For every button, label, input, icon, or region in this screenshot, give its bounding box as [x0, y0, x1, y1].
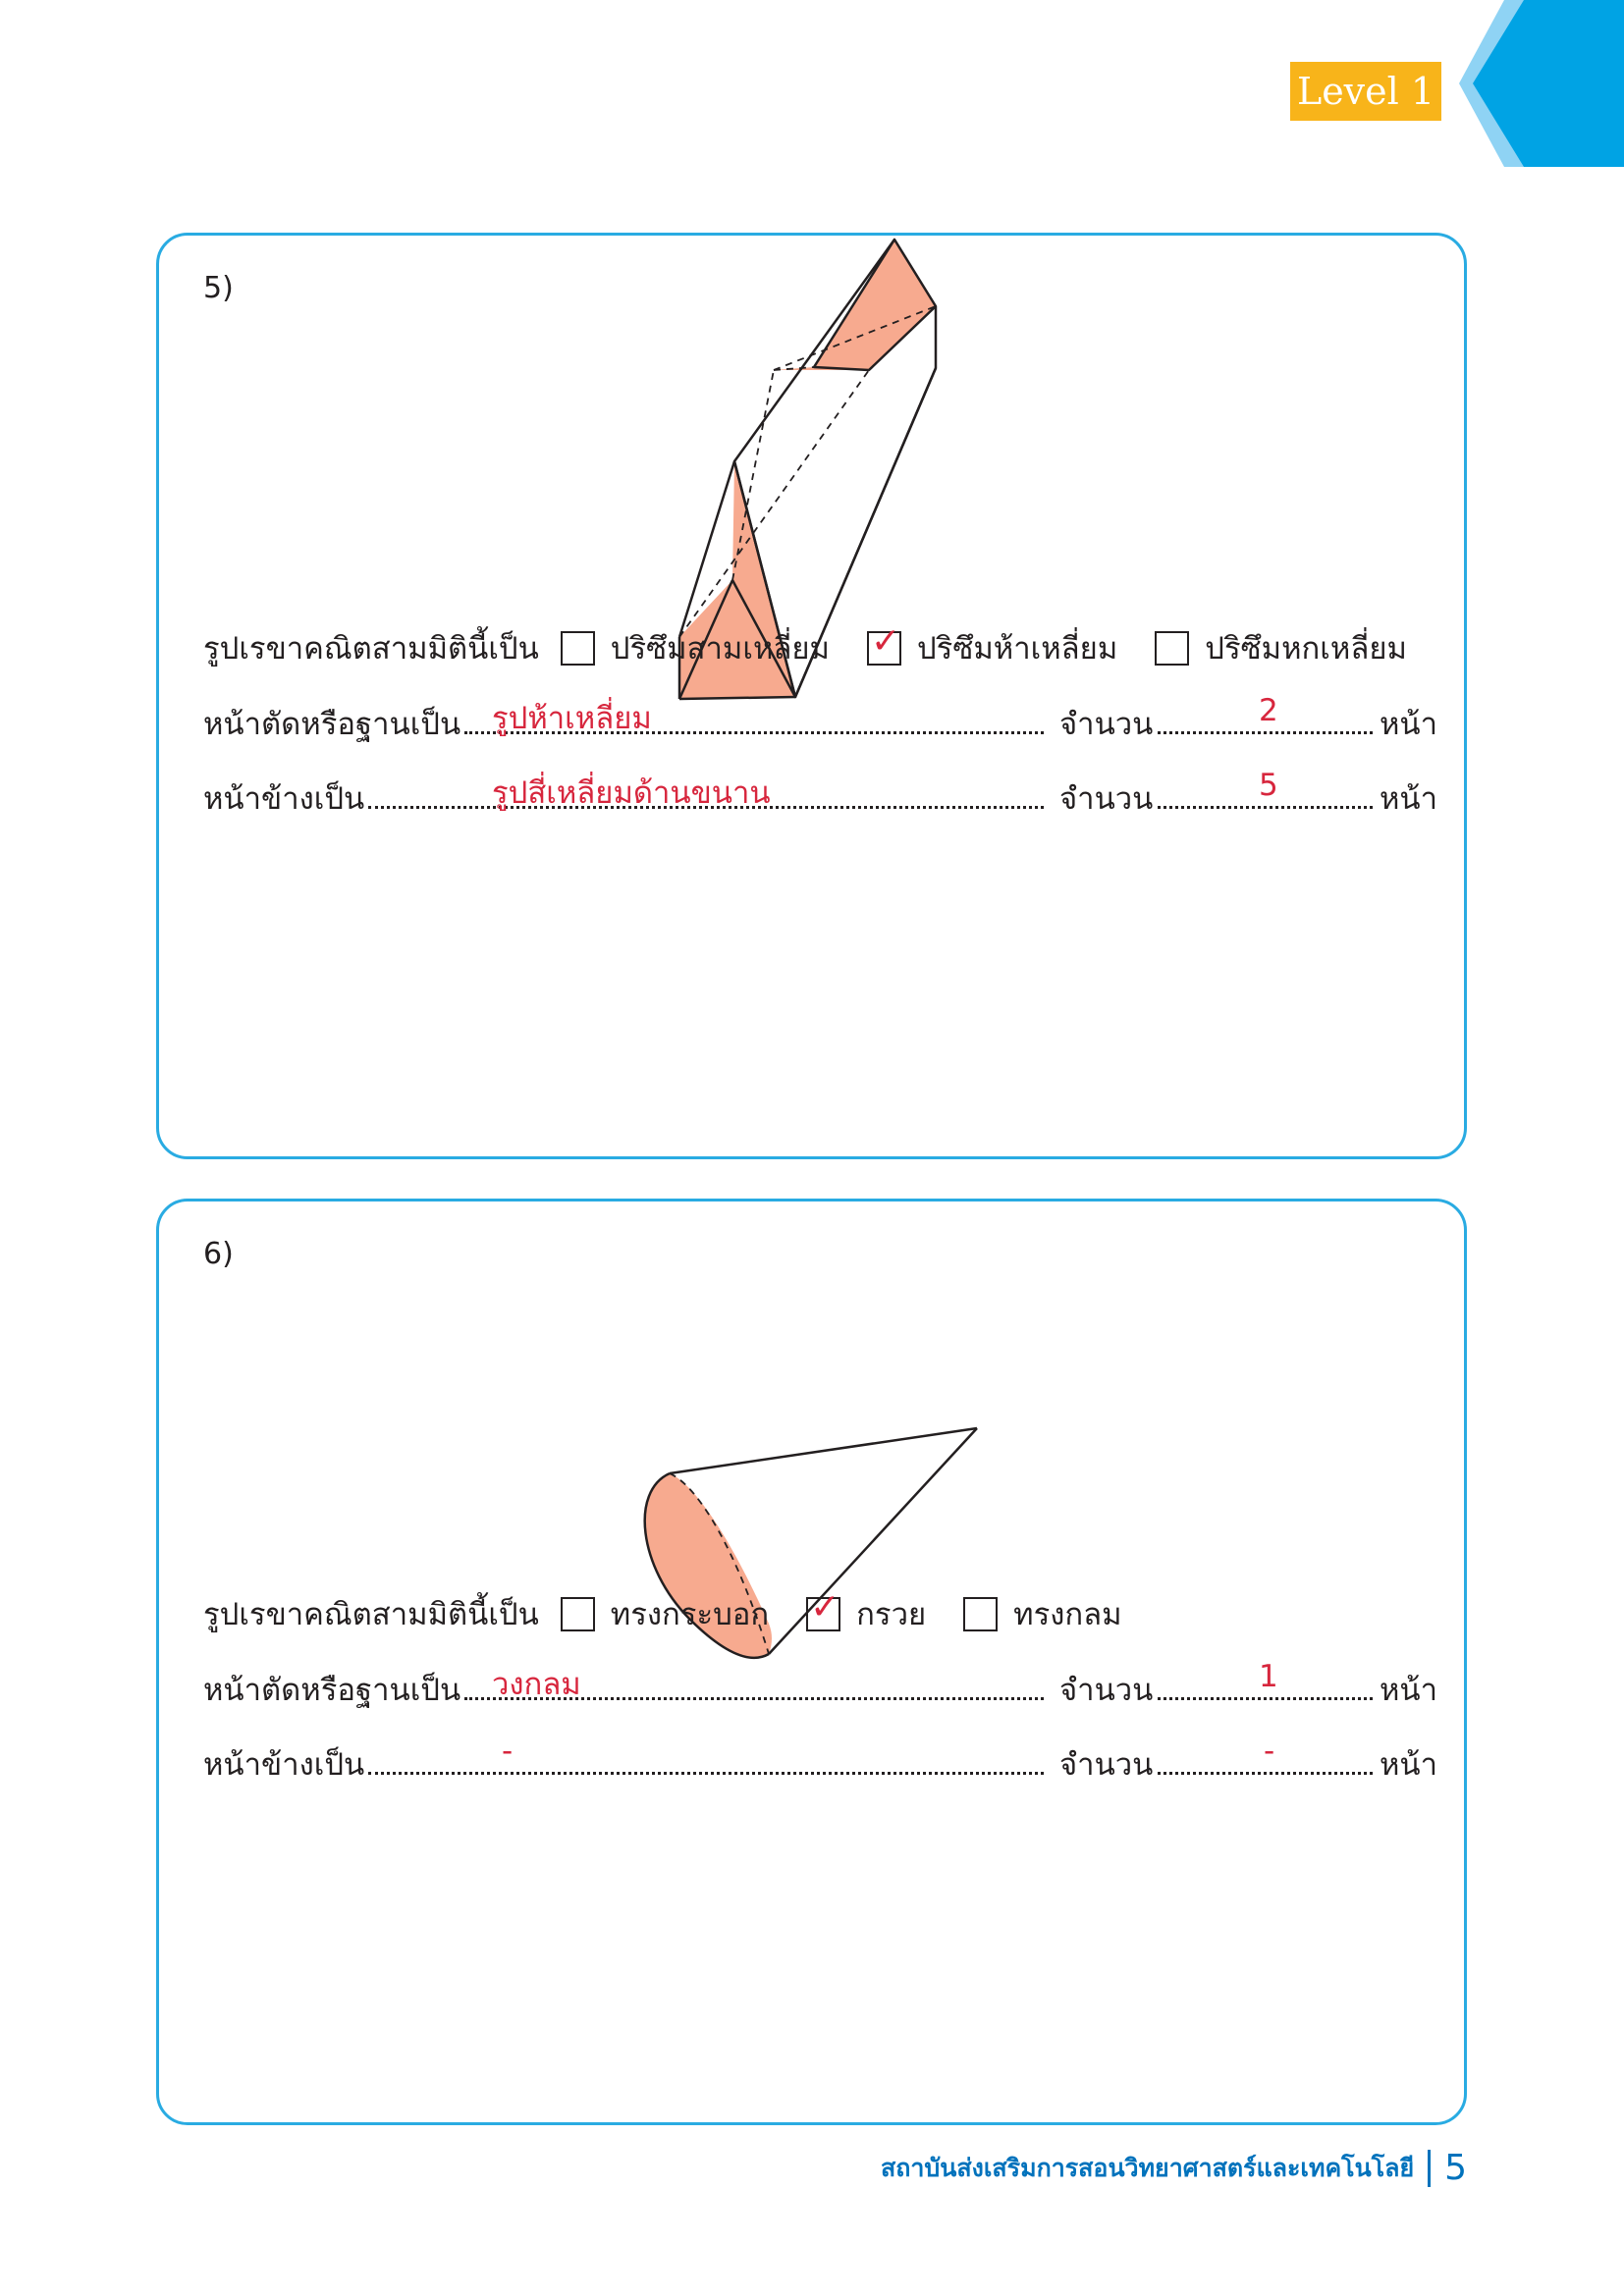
option-sphere: ทรงกลม [1013, 1597, 1122, 1632]
side-count: 5 [1259, 768, 1278, 803]
checkbox-cone[interactable] [806, 1586, 840, 1631]
option-triangular-prism: ปริซึมสามเหลี่ยม [610, 631, 830, 667]
base-answer: รูปห้าเหลี่ยม [492, 701, 652, 736]
base-count: 1 [1259, 1659, 1278, 1694]
check-mark-icon: ✓ [871, 620, 901, 662]
count-label: จำนวน [1059, 1673, 1154, 1708]
count-line [1158, 1772, 1373, 1775]
question-card-5 [156, 233, 1467, 1159]
count-line [1158, 806, 1373, 809]
option-pentagonal-prism: ปริซึมห้าเหลี่ยม [917, 631, 1118, 667]
unit-label: หน้า [1380, 781, 1438, 817]
checkbox-sphere[interactable] [963, 1597, 998, 1631]
count-line [1158, 731, 1373, 734]
level-badge: Level 1 [1290, 62, 1441, 121]
unit-label: หน้า [1380, 1747, 1438, 1783]
shape-type-prompt: รูปเรขาคณิตสามมิตินี้เป็น [203, 631, 539, 667]
option-cone: กรวย [856, 1597, 927, 1632]
checkbox-cylinder[interactable] [561, 1597, 595, 1631]
base-answer-row [203, 1659, 1438, 1708]
page-footer [881, 2148, 1467, 2188]
side-answer-row [203, 1734, 1438, 1783]
option-hexagonal-prism: ปริซึมหกเหลี่ยม [1205, 631, 1407, 667]
page-number: 5 [1444, 2148, 1467, 2188]
option-cylinder: ทรงกระบอก [610, 1597, 770, 1632]
base-label: หน้าตัดหรือฐานเป็น [203, 707, 461, 742]
count-line [1158, 1697, 1373, 1700]
base-count: 2 [1259, 693, 1278, 728]
side-answer-row [203, 768, 1438, 817]
unit-label: หน้า [1380, 707, 1438, 742]
institute-name: สถาบันส่งเสริมการสอนวิทยาศาสตร์และเทคโนโลยี [881, 2153, 1415, 2182]
count-label: จำนวน [1059, 707, 1154, 742]
side-label: หน้าข้างเป็น [203, 781, 365, 817]
unit-label: หน้า [1380, 1673, 1438, 1708]
checkbox-hexagonal-prism[interactable] [1155, 631, 1189, 666]
side-label: หน้าข้างเป็น [203, 1747, 365, 1783]
base-answer: วงกลม [492, 1667, 581, 1702]
side-answer: รูปสี่เหลี่ยมด้านขนาน [492, 775, 771, 811]
count-label: จำนวน [1059, 781, 1154, 817]
side-answer: - [502, 1734, 514, 1769]
shape-type-row [203, 620, 1423, 672]
answer-line [368, 1772, 1044, 1775]
base-label: หน้าตัดหรือฐานเป็น [203, 1673, 461, 1708]
question-number: 6) [203, 1237, 234, 1271]
checkbox-triangular-prism[interactable] [561, 631, 595, 666]
base-answer-row [203, 693, 1438, 742]
shape-type-prompt: รูปเรขาคณิตสามมิตินี้เป็น [203, 1597, 539, 1632]
question-number: 5) [203, 271, 234, 305]
check-mark-icon: ✓ [810, 1586, 840, 1628]
shape-type-row [203, 1586, 1138, 1638]
footer-divider [1428, 2150, 1431, 2187]
count-label: จำนวน [1059, 1747, 1154, 1783]
question-card-6 [156, 1199, 1467, 2125]
side-count: - [1264, 1734, 1275, 1769]
checkbox-pentagonal-prism[interactable] [867, 620, 901, 666]
